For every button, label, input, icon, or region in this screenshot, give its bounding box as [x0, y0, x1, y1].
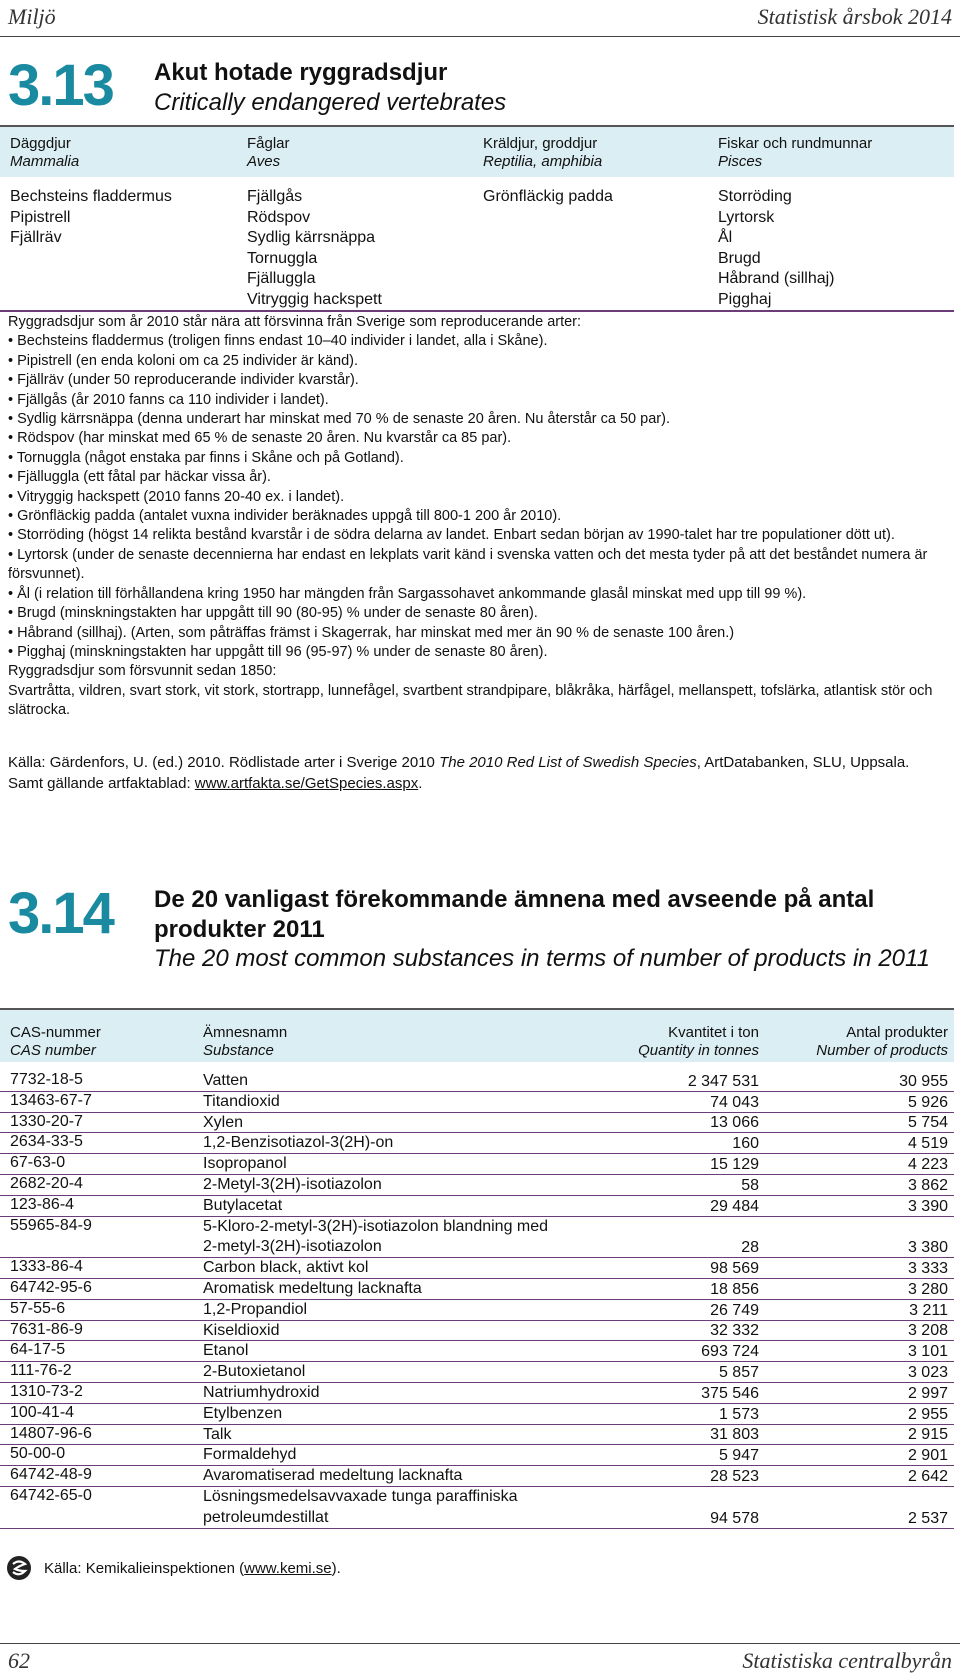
cas-number: 7631-86-9 — [10, 1320, 83, 1338]
substance-name: Kiseldioxid — [203, 1321, 280, 1339]
substance-name: Xylen — [203, 1113, 244, 1131]
substance-name: Talk — [203, 1425, 232, 1443]
note-line: • Ål (i relation till förhållandena kring 1950 har mängden från Sargassohavet ankommande glasål minskat med upp till 99 %). — [8, 585, 807, 602]
column-header-sv: Kräldjur, groddjur — [483, 135, 598, 152]
note-line: • Rödspov (har minskat med 65 % de senaste 20 åren. Nu kvarstår ca 85 par). — [8, 430, 512, 447]
table-row — [0, 1091, 954, 1113]
cas-number: 64-17-5 — [10, 1341, 66, 1359]
source-313 — [8, 752, 938, 794]
species-item: Ål — [718, 229, 733, 247]
section-title-313: Akut hotade ryggradsdjur — [154, 59, 448, 86]
col-prod-sv: Antal produkter — [846, 1024, 948, 1041]
number-of-products: 2 915 — [907, 1426, 948, 1444]
cas-number: 14807-96-6 — [10, 1424, 92, 1442]
quantity-tonnes: 375 546 — [701, 1384, 759, 1402]
table-row — [0, 1403, 954, 1425]
note-line: • Håbrand (sillhaj). (Arten, som påträffas främst i Skagerrak, har minskat med mer än 90 % de senaste 100 åren.) — [8, 624, 735, 641]
note-line: • Bechsteins fladdermus (troligen finns endast 10–40 individer i landet, alla i Skåne). — [8, 333, 548, 350]
number-of-products: 4 519 — [907, 1135, 948, 1153]
quantity-tonnes: 74 043 — [710, 1093, 759, 1111]
col-cas-en: CAS number — [10, 1042, 96, 1059]
species-item: Storröding — [718, 188, 792, 205]
substance-name-line1: 5-Kloro-2-metyl-3(2H)-isotiazolon blandning med — [203, 1217, 549, 1235]
number-of-products: 30 955 — [899, 1072, 948, 1090]
note-line: Ryggradsdjur som år 2010 står nära att försvinna från Sverige som reproducerande arter: — [8, 314, 582, 330]
number-of-products: 5 926 — [907, 1093, 948, 1111]
table-row — [0, 1070, 954, 1092]
number-of-products: 4 223 — [907, 1155, 948, 1173]
cas-number: 1310-73-2 — [10, 1383, 83, 1400]
header-rule — [0, 36, 960, 37]
substance-name: Aromatisk medeltung lacknafta — [203, 1280, 422, 1297]
quantity-tonnes: 32 332 — [710, 1322, 759, 1340]
table-row — [0, 1486, 954, 1529]
species-item: Grönfläckig padda — [483, 188, 613, 205]
substance-name-line2: petroleumdestillat — [203, 1508, 329, 1526]
quantity-tonnes: 5 947 — [718, 1447, 759, 1465]
note-line: • Lyrtorsk (under de senaste decennierna har endast en lekplats varit känd i svenska vatten och det mesta tyder på att det beståndet numera är försvunnet). — [8, 546, 928, 583]
substance-name: Etylbenzen — [203, 1404, 283, 1422]
cas-number: 67-63-0 — [10, 1154, 66, 1172]
table-row — [0, 1361, 954, 1383]
number-of-products: 3 211 — [909, 1301, 948, 1319]
substance-name: Titandioxid — [203, 1092, 280, 1110]
cas-number: 55965-84-9 — [10, 1216, 92, 1234]
note-line: • Fjällgås (år 2010 fanns ca 110 individer i landet). — [8, 391, 329, 408]
cas-number: 111-76-2 — [10, 1362, 72, 1380]
source-314-end: ). — [331, 1560, 341, 1577]
column-header-sv: Fiskar och rundmunnar — [718, 135, 873, 152]
substance-name: Formaldehyd — [203, 1446, 297, 1464]
table-row — [0, 1299, 954, 1321]
col-prod-en: Number of products — [816, 1042, 948, 1059]
quantity-tonnes: 29 484 — [710, 1197, 759, 1215]
number-of-products: 2 955 — [907, 1405, 948, 1423]
artfakta-link[interactable]: www.artfakta.se/GetSpecies.aspx — [194, 775, 419, 792]
quantity-tonnes: 693 724 — [701, 1343, 759, 1361]
quantity-tonnes: 2 347 531 — [687, 1072, 759, 1090]
quantity-tonnes: 160 — [732, 1135, 759, 1153]
note-line: • Fjälluggla (ett fåtal par häckar vissa år). — [8, 469, 271, 486]
source-text-2: , ArtDatabanken, SLU, Uppsala. Samt gällande artfaktablad: — [8, 754, 910, 792]
substance-name — [203, 1217, 548, 1259]
number-of-products: 2 901 — [907, 1447, 948, 1465]
number-of-products: 3 280 — [907, 1280, 948, 1298]
cas-number: 2634-33-5 — [10, 1133, 83, 1151]
species-item: Sydlig kärrsnäppa — [247, 229, 376, 247]
table-row — [0, 1424, 954, 1446]
substance-name: Vatten — [203, 1072, 249, 1089]
table-row — [0, 1340, 954, 1362]
substance-name: Natriumhydroxid — [203, 1384, 320, 1401]
cas-number: 64742-95-6 — [10, 1279, 92, 1296]
table-row — [0, 1465, 954, 1487]
quantity-tonnes: 13 066 — [710, 1114, 759, 1132]
column-header-sv: Fåglar — [247, 135, 290, 152]
table-row — [0, 1257, 954, 1279]
note-line: • Brugd (minskningstakten har uppgått till 90 (80-95) % under de senaste 80 åren). — [8, 605, 538, 622]
species-item: Bechsteins fladdermus — [10, 188, 172, 205]
col-qty-en: Quantity in tonnes — [638, 1042, 759, 1059]
note-line: • Fjällräv (under 50 reproducerande individer kvarstår). — [8, 372, 359, 389]
substance-name: Butylacetat — [203, 1196, 283, 1214]
number-of-products: 3 380 — [907, 1239, 948, 1257]
quantity-tonnes: 58 — [741, 1176, 759, 1194]
substance-name-line2: 2-metyl-3(2H)-isotiazolon — [203, 1238, 382, 1256]
section-subtitle-313: Critically endangered vertebrates — [154, 89, 507, 116]
note-line: • Grönfläckig padda (antalet vuxna individer beräknades uppgå till 800-1 200 år 2010). — [8, 508, 562, 525]
quantity-tonnes: 5 857 — [718, 1363, 759, 1381]
species-item: Pipistrell — [10, 208, 71, 226]
quantity-tonnes: 1 573 — [718, 1405, 759, 1423]
species-item: Pigghaj — [718, 291, 772, 308]
quantity-tonnes: 98 569 — [710, 1259, 759, 1277]
species-item: Tornuggla — [247, 249, 318, 267]
substance-name: Carbon black, aktivt kol — [203, 1259, 369, 1277]
note-line: • Pipistrell (en enda koloni om ca 25 individer är känd). — [8, 352, 359, 369]
number-of-products: 3 208 — [907, 1322, 948, 1340]
number-of-products: 3 333 — [907, 1259, 948, 1277]
number-of-products: 2 537 — [907, 1509, 948, 1527]
section-title-314: De 20 vanligast förekommande ämnena med avseende på antal produkter 2011 — [154, 886, 875, 943]
section-number-313: 3.13 — [8, 53, 113, 118]
number-of-products: 5 754 — [907, 1114, 948, 1132]
column-header-en: Pisces — [718, 153, 763, 170]
number-of-products: 2 997 — [907, 1384, 948, 1402]
species-item: Brugd — [718, 249, 761, 267]
substance-name — [203, 1487, 518, 1529]
species-item: Fjälluggla — [247, 270, 316, 288]
section-subtitle-314: The 20 most common substances in terms of number of products in 2011 — [154, 945, 930, 972]
cas-number: 1330-20-7 — [10, 1112, 83, 1130]
column-header-en: Mammalia — [10, 153, 80, 170]
note-line: Ryggradsdjur som försvunnit sedan 1850: — [8, 663, 277, 680]
footer-rule — [0, 1643, 960, 1644]
number-of-products: 3 023 — [907, 1363, 948, 1381]
note-line: • Vitryggig hackspett (2010 fanns 20-40 ex. i landet). — [8, 488, 345, 505]
cas-number: 123-86-4 — [10, 1195, 75, 1213]
species-item: Rödspov — [247, 208, 311, 226]
table-header-band-314 — [0, 1008, 954, 1062]
footer-publisher: Statistiska centralbyrån — [742, 1648, 952, 1673]
table-row — [0, 1444, 954, 1466]
table-row — [0, 1153, 954, 1175]
note-line: Svartråtta, vildren, svart stork, vit stork, stortrapp, lunnefågel, svartbent strandpipare, blåkråka, härfågel, mellanspett, tofslärka, atlantisk stör och slätrocka. — [8, 682, 933, 719]
cas-number: 64742-48-9 — [10, 1466, 92, 1484]
table-row — [0, 1195, 954, 1217]
column-header-en: Aves — [247, 153, 281, 170]
species-item: Lyrtorsk — [718, 208, 775, 226]
substance-name: 1,2-Propandiol — [203, 1300, 308, 1318]
col-qty-sv: Kvantitet i ton — [668, 1024, 759, 1041]
cas-number: 50-00-0 — [10, 1445, 66, 1463]
species-item: Håbrand (sillhaj) — [718, 270, 835, 288]
source-314 — [44, 1560, 341, 1577]
col-name-en: Substance — [203, 1042, 274, 1059]
table-row — [0, 1112, 954, 1134]
column-header-sv: Däggdjur — [10, 135, 71, 152]
species-item: Fjällgås — [247, 188, 303, 205]
substance-name: Isopropanol — [203, 1155, 287, 1173]
cas-number: 7732-18-5 — [10, 1071, 83, 1088]
substance-name: 2-Butoxietanol — [203, 1363, 306, 1381]
table-row — [0, 1278, 954, 1300]
number-of-products: 3 390 — [907, 1197, 948, 1215]
table-row — [0, 1216, 954, 1259]
table-row — [0, 1320, 954, 1342]
source-314-text: Källa: Kemikalieinspektionen ( — [44, 1560, 245, 1577]
header-publication: Statistisk årsbok 2014 — [757, 4, 952, 29]
col-name-sv: Ämnesnamn — [203, 1024, 288, 1041]
quantity-tonnes: 28 — [741, 1239, 759, 1257]
note-line: • Sydlig kärrsnäppa (denna underart har minskat med 70 % de senaste 20 åren. Nu återstår ca 50 par). — [8, 411, 670, 428]
substance-name: Avaromatiserad medeltung lacknafta — [203, 1467, 463, 1485]
table-row — [0, 1382, 954, 1404]
table-row — [0, 1174, 954, 1196]
column-header-en: Reptilia, amphibia — [483, 153, 603, 170]
page-number: 62 — [8, 1648, 30, 1673]
quantity-tonnes: 94 578 — [710, 1509, 759, 1527]
quantity-tonnes: 15 129 — [710, 1155, 759, 1173]
species-item: Vitryggig hackspett — [247, 291, 382, 308]
kemi-link[interactable]: www.kemi.se — [244, 1560, 332, 1577]
table-row — [0, 1132, 954, 1154]
note-line: • Tornuggla (något enstaka par finns i Skåne och på Gotland). — [8, 449, 404, 466]
cas-number: 57-55-6 — [10, 1299, 66, 1317]
quantity-tonnes: 18 856 — [710, 1280, 759, 1298]
substance-name: Etanol — [203, 1342, 249, 1360]
quantity-tonnes: 31 803 — [710, 1426, 759, 1444]
cas-number: 64742-65-0 — [10, 1487, 92, 1504]
species-item: Fjällräv — [10, 229, 62, 247]
number-of-products: 3 101 — [907, 1343, 948, 1361]
cas-number: 13463-67-7 — [10, 1091, 92, 1109]
col-cas-sv: CAS-nummer — [10, 1024, 101, 1041]
source-end: . — [418, 775, 423, 792]
note-line: • Storröding (högst 14 relikta bestånd kvarstår i de södra delarna av landet. Enbart sedan början av 1990-talet har tre populationer dött ut). — [8, 527, 895, 544]
substance-name: 2-Metyl-3(2H)-isotiazolon — [203, 1176, 382, 1193]
number-of-products: 2 642 — [907, 1467, 948, 1485]
cas-number: 100-41-4 — [10, 1403, 75, 1421]
substance-name-line1: Lösningsmedelsavvaxade tunga paraffiniska — [203, 1488, 518, 1505]
table-bottom-rule-313 — [0, 310, 954, 312]
note-line: • Pigghaj (minskningstakten har uppgått till 96 (95-97) % under de senaste 80 åren). — [8, 643, 548, 660]
header-section: Miljö — [8, 4, 56, 29]
source-text: Källa: Gärdenfors, U. (ed.) 2010. Rödlistade arter i Sverige 2010 — [8, 754, 440, 771]
scb-logo-icon — [6, 1555, 32, 1581]
cas-number: 1333-86-4 — [10, 1258, 83, 1276]
number-of-products: 3 862 — [907, 1176, 948, 1194]
source-title: The 2010 Red List of Swedish Species — [439, 754, 697, 771]
species-notes — [8, 313, 948, 721]
cas-number: 2682-20-4 — [10, 1175, 83, 1192]
quantity-tonnes: 26 749 — [710, 1301, 759, 1319]
quantity-tonnes: 28 523 — [710, 1467, 759, 1485]
section-number-314: 3.14 — [8, 881, 113, 946]
substance-name: 1,2-Benzisotiazol-3(2H)-on — [203, 1134, 394, 1152]
